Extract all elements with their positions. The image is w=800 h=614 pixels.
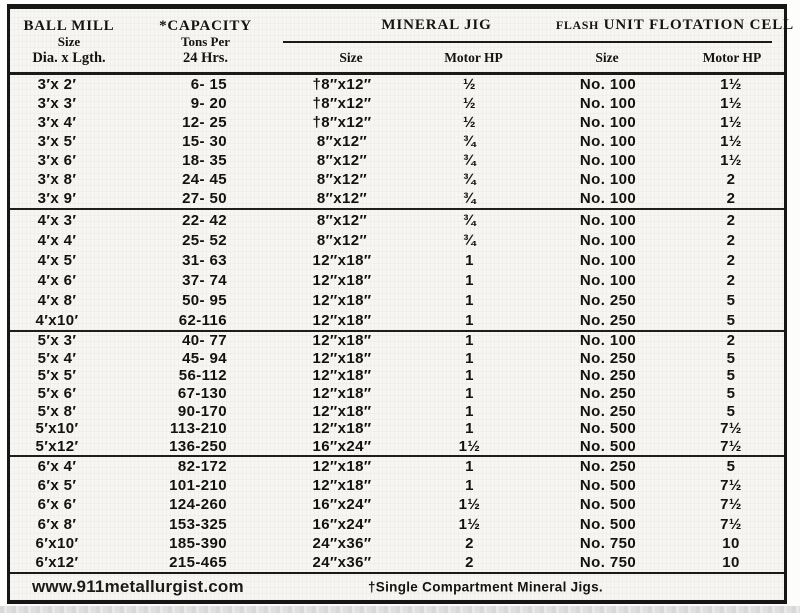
cell-jig-motor-hp: 1½ [458,515,481,533]
cell-capacity-tons: 90-170 [177,402,227,420]
cell-jig-size: 24″x36″ [312,534,372,552]
cell-ball-mill-size: 4′x 6′ [37,271,77,289]
cell-jig-size: 8″x12″ [316,211,368,229]
cell-jig-motor-hp: 2 [465,553,474,571]
cell-ball-mill-size: 3′x 3′ [37,95,77,112]
cell-jig-motor-hp: ½ [463,76,476,93]
cell-ball-mill-size: 3′x 5′ [37,133,77,150]
cell-jig-motor-hp: 1 [465,349,474,367]
cell-ball-mill-size: 6′x10′ [35,534,79,552]
cell-jig-motor-hp: 1½ [458,496,481,514]
cell-flotation-cell-size: No. 100 [579,114,637,131]
cell-ball-mill-size: 6′x12′ [35,553,79,571]
table-frame [7,4,795,604]
cell-flotation-cell-size: No. 100 [579,271,637,289]
cell-jig-motor-hp: 1 [465,477,474,495]
cell-flotation-motor-hp: 1½ [720,133,742,150]
cell-jig-size: 12″x18″ [312,291,372,309]
cell-capacity-tons: 185-390 [169,534,227,552]
cell-ball-mill-size: 4′x10′ [35,311,79,329]
subheader-flotation-motor-hp: Motor HP [702,49,762,65]
cell-flotation-cell-size: No. 100 [579,190,637,207]
cell-flotation-cell-size: No. 500 [579,420,637,438]
cell-flotation-cell-size: No. 250 [579,402,637,420]
cell-jig-size: 12″x18″ [312,477,372,495]
header-ball-mill [10,9,128,72]
cell-jig-motor-hp: ¾ [463,190,476,207]
dagger-footnote: †Single Compartment Mineral Jigs. [368,579,603,595]
header-unit-flotation-cell-words: UNIT FLOTATION CELL [603,16,795,33]
cell-flotation-motor-hp: 7½ [720,437,742,455]
cell-flotation-motor-hp: 1½ [720,95,742,112]
cell-flotation-cell-size: No. 100 [579,332,637,350]
cell-flotation-motor-hp: 5 [726,402,736,420]
cell-jig-size: †8″x12″ [312,114,372,131]
cell-jig-size: 12″x18″ [312,384,372,402]
header-capacity-title: *CAPACITY [159,17,252,34]
cell-flotation-motor-hp: 1½ [720,76,742,93]
cell-ball-mill-size: 5′x 4′ [37,349,77,367]
subheader-jig-size: Size [339,49,363,65]
cell-jig-size: 12″x18″ [312,271,372,289]
cell-capacity-tons: 18- 35 [182,152,227,169]
cell-flotation-motor-hp: 2 [726,190,736,207]
cell-flotation-motor-hp: 2 [726,211,736,229]
cell-capacity-tons: 27- 50 [182,190,227,207]
cell-jig-size: 12″x18″ [312,349,372,367]
cell-flotation-cell-size: No. 100 [579,251,637,269]
cell-flotation-cell-size: No. 250 [579,384,637,402]
table-group-3ft-mills [10,75,784,208]
cell-flotation-motor-hp: 10 [722,553,740,571]
cell-capacity-tons: 101-210 [169,477,227,495]
cell-ball-mill-size: 4′x 4′ [37,231,77,249]
subheader-jig-motor-hp: Motor HP [444,49,503,65]
cell-jig-motor-hp: ¾ [463,133,476,150]
cell-flotation-cell-size: No. 250 [579,349,637,367]
cell-capacity-tons: 215-465 [169,553,227,571]
cell-jig-motor-hp: 1 [465,271,474,289]
group-header-bar [283,9,795,43]
cell-ball-mill-size: 6′x 4′ [37,458,77,476]
subheader-flotation-size: Size [595,49,619,65]
cell-jig-size: 8″x12″ [316,190,368,207]
cell-jig-motor-hp: ¾ [463,231,476,249]
cell-ball-mill-size: 4′x 5′ [37,251,77,269]
cell-flotation-cell-size: No. 100 [579,133,637,150]
table-header [10,9,795,75]
cell-flotation-cell-size: No. 750 [579,534,637,552]
cell-ball-mill-size: 6′x 8′ [37,515,77,533]
cell-flotation-cell-size: No. 100 [579,231,637,249]
cell-flotation-cell-size: No. 750 [579,553,637,571]
cell-flotation-motor-hp: 5 [726,291,736,309]
cell-jig-size: 12″x18″ [312,420,372,438]
cell-jig-size: 16″x24″ [312,515,372,533]
cell-jig-motor-hp: 1 [465,367,474,385]
cell-ball-mill-size: 3′x 4′ [37,114,77,131]
cell-ball-mill-size: 6′x 5′ [37,477,77,495]
cell-capacity-tons: 62-116 [178,311,227,329]
cell-capacity-tons: 15- 30 [182,133,227,150]
cell-flotation-motor-hp: 2 [726,231,736,249]
cell-ball-mill-size: 4′x 3′ [37,211,77,229]
cell-flotation-motor-hp: 5 [726,384,736,402]
cell-flotation-cell-size: No. 250 [579,458,637,476]
table-footer [10,572,784,600]
table-group-5ft-mills [10,330,784,455]
cell-flotation-motor-hp: 7½ [720,496,742,514]
cell-ball-mill-size: 5′x10′ [35,420,79,438]
cell-capacity-tons: 25- 52 [182,231,227,249]
cell-jig-motor-hp: ½ [463,95,476,112]
cell-jig-motor-hp: ½ [463,114,476,131]
cell-jig-size: 8″x12″ [316,231,368,249]
cell-ball-mill-size: 3′x 9′ [37,190,77,207]
header-ball-mill-dims-label: Dia. x Lgth. [32,49,106,66]
cell-flotation-cell-size: No. 500 [579,477,637,495]
cell-jig-size: 12″x18″ [312,251,372,269]
cell-flotation-cell-size: No. 500 [579,437,637,455]
cell-capacity-tons: 12- 25 [182,114,227,131]
cell-capacity-tons: 50- 95 [182,291,227,309]
cell-jig-size: 12″x18″ [312,402,372,420]
cell-ball-mill-size: 3′x 2′ [37,76,77,93]
header-ball-mill-title: BALL MILL [23,17,115,34]
scan-edge-artifact [0,606,800,613]
cell-capacity-tons: 31- 63 [182,251,227,269]
cell-flotation-motor-hp: 5 [726,311,736,329]
cell-jig-motor-hp: 1 [465,402,474,420]
header-capacity [128,9,283,72]
cell-jig-size: 8″x12″ [316,133,368,150]
cell-flotation-motor-hp: 2 [726,171,736,188]
cell-flotation-cell-size: No. 100 [579,95,637,112]
cell-jig-size: †8″x12″ [312,76,372,93]
cell-capacity-tons: 22- 42 [182,211,227,229]
cell-ball-mill-size: 5′x 6′ [37,384,77,402]
cell-flotation-motor-hp: 1½ [720,114,742,131]
cell-flotation-cell-size: No. 500 [579,496,637,514]
cell-capacity-tons: 82-172 [177,458,227,476]
cell-capacity-tons: 6- 15 [190,76,227,93]
cell-flotation-motor-hp: 2 [726,271,736,289]
cell-flotation-cell-size: No. 250 [579,291,637,309]
cell-flotation-cell-size: No. 100 [579,76,637,93]
cell-ball-mill-size: 5′x 8′ [37,402,77,420]
cell-ball-mill-size: 3′x 8′ [37,171,77,188]
table-group-4ft-mills [10,208,784,330]
cell-capacity-tons: 9- 20 [190,95,227,112]
cell-jig-motor-hp: ¾ [463,171,476,188]
cell-capacity-tons: 37- 74 [182,271,227,289]
cell-ball-mill-size: 5′x 3′ [37,332,77,350]
header-capacity-unit-1: Tons Per [181,33,230,49]
cell-flotation-cell-size: No. 500 [579,515,637,533]
cell-jig-size: 16″x24″ [312,437,372,455]
cell-jig-size: 8″x12″ [316,171,368,188]
cell-flotation-motor-hp: 1½ [720,152,742,169]
cell-jig-motor-hp: 1 [465,332,474,350]
header-flash-word: FLASH [555,17,599,32]
cell-flotation-motor-hp: 2 [726,332,736,350]
cell-flotation-cell-size: No. 250 [579,367,637,385]
cell-jig-size: 24″x36″ [312,553,372,571]
cell-ball-mill-size: 5′x 5′ [37,367,77,385]
cell-ball-mill-size: 6′x 6′ [37,496,77,514]
cell-flotation-cell-size: No. 100 [579,211,637,229]
cell-jig-motor-hp: 1 [465,251,474,269]
cell-jig-size: †8″x12″ [312,95,372,112]
cell-flotation-motor-hp: 5 [726,367,736,385]
header-ball-mill-size-label: Size [57,33,81,49]
cell-jig-size: 12″x18″ [312,311,372,329]
cell-capacity-tons: 153-325 [169,515,227,533]
cell-jig-size: 12″x18″ [312,458,372,476]
cell-capacity-tons: 24- 45 [182,171,227,188]
header-capacity-unit-2: 24 Hrs. [182,49,229,66]
cell-capacity-tons: 67-130 [177,384,227,402]
cell-flotation-motor-hp: 7½ [720,420,742,438]
cell-flotation-cell-size: No. 100 [579,152,637,169]
table-group-6ft-mills [10,455,784,572]
cell-ball-mill-size: 5′x12′ [35,437,79,455]
header-flash-unit-flotation-cell [552,17,798,34]
cell-jig-motor-hp: 1 [465,311,474,329]
cell-jig-motor-hp: 1½ [458,437,481,455]
cell-capacity-tons: 40- 77 [182,332,227,350]
cell-flotation-motor-hp: 7½ [720,515,742,533]
cell-flotation-cell-size: No. 100 [579,171,637,188]
cell-jig-motor-hp: 1 [465,420,474,438]
cell-ball-mill-size: 4′x 8′ [37,291,77,309]
cell-flotation-motor-hp: 5 [726,349,736,367]
cell-jig-motor-hp: 1 [465,458,474,476]
cell-capacity-tons: 56-112 [178,367,227,385]
cell-jig-size: 12″x18″ [312,332,372,350]
cell-ball-mill-size: 3′x 6′ [37,152,77,169]
cell-capacity-tons: 45- 94 [182,349,227,367]
cell-jig-motor-hp: 1 [465,384,474,402]
cell-flotation-motor-hp: 2 [726,251,736,269]
cell-flotation-motor-hp: 5 [726,458,736,476]
website-watermark: www.911metallurgist.com [32,577,244,596]
cell-jig-size: 8″x12″ [316,152,368,169]
header-mineral-jig: MINERAL JIG [381,16,492,33]
cell-jig-size: 16″x24″ [312,496,372,514]
cell-capacity-tons: 113-210 [169,420,227,438]
cell-jig-size: 12″x18″ [312,367,372,385]
cell-jig-motor-hp: ¾ [463,152,476,169]
cell-jig-motor-hp: ¾ [463,211,476,229]
cell-capacity-tons: 124-260 [169,496,227,514]
cell-jig-motor-hp: 1 [465,291,474,309]
cell-flotation-motor-hp: 7½ [720,477,742,495]
cell-capacity-tons: 136-250 [169,437,227,455]
cell-flotation-cell-size: No. 250 [579,311,637,329]
cell-jig-motor-hp: 2 [465,534,474,552]
cell-flotation-motor-hp: 10 [722,534,740,552]
